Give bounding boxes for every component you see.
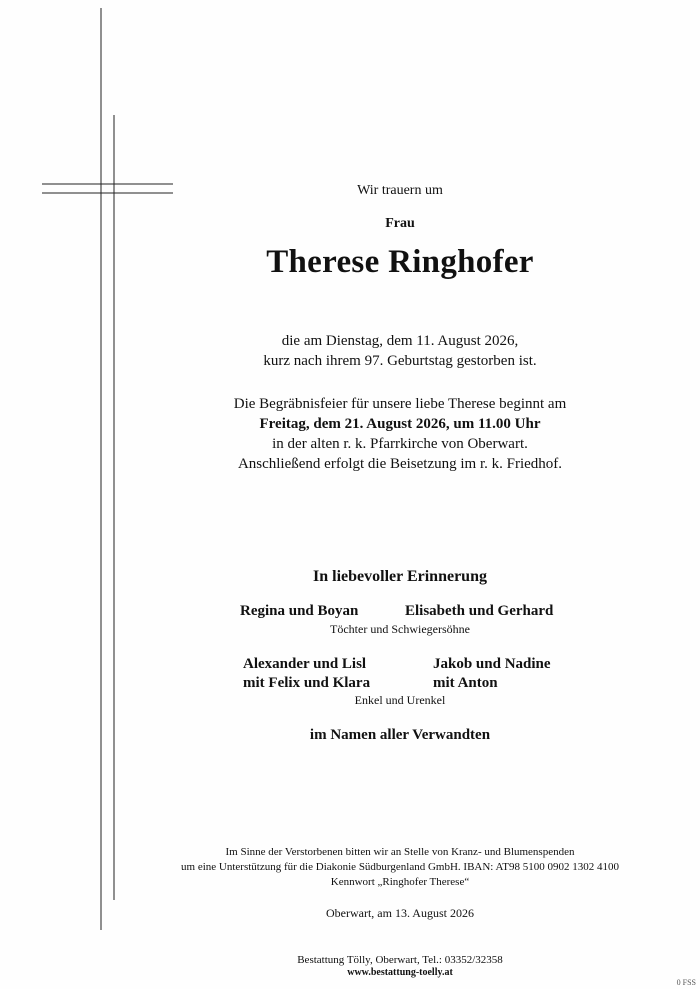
funeral-place-line: in der alten r. k. Pfarrkirche von Oberwart. bbox=[272, 435, 528, 452]
daughter-family-right: Elisabeth und Gerhard bbox=[405, 603, 554, 619]
grandchildren-family-right bbox=[433, 655, 551, 693]
burial-line: Anschließend erfolgt die Beisetzung im r. k. Friedhof. bbox=[237, 455, 563, 472]
death-announcement bbox=[180, 332, 620, 372]
grandchildren-right-line-1: Jakob und Nadine bbox=[433, 656, 551, 672]
grandchildren-left-line-2: mit Felix und Klara bbox=[243, 674, 371, 691]
donation-line-2: um eine Unterstützung für die Diakonie Südburgenland GmbH. IBAN: AT98 5100 0902 1302 4100 bbox=[181, 861, 619, 874]
memory-heading: In liebevoller Erinnerung bbox=[313, 568, 487, 585]
donation-line-1: Im Sinne der Verstorbenen bitten wir an Stelle von Kranz- und Blumenspenden bbox=[225, 846, 575, 858]
daughter-family-left: Regina und Boyan bbox=[240, 603, 359, 619]
funeral-home-info bbox=[180, 954, 620, 980]
funeral-date-line: Freitag, dem 21. August 2026, um 11.00 Uhr bbox=[259, 415, 541, 432]
death-date-line: die am Dienstag, dem 11. August 2026, bbox=[281, 333, 519, 349]
donation-line-3: Kennwort „Ringhofer Therese“ bbox=[330, 876, 470, 889]
grandchildren-family-left bbox=[243, 655, 370, 693]
cross-icon bbox=[0, 0, 180, 989]
grandchildren-relation: Enkel und Urenkel bbox=[354, 693, 446, 707]
daughters-relation: Töchter und Schwiegersöhne bbox=[330, 622, 470, 636]
mourning-intro: Wir trauern um bbox=[357, 183, 443, 198]
funeral-home-line: Bestattung Tölly, Oberwart, Tel.: 03352/32358 bbox=[297, 954, 503, 966]
funeral-intro-line: Die Begräbnisfeier für unsere liebe Therese beginnt am bbox=[233, 396, 567, 412]
daughters-names-row bbox=[180, 602, 620, 622]
grandchildren-left-line-1: Alexander und Lisl bbox=[243, 656, 367, 672]
grandchildren-names-row bbox=[180, 655, 620, 695]
deceased-name: Therese Ringhofer bbox=[266, 244, 534, 280]
salutation: Frau bbox=[385, 216, 415, 231]
birthday-line: kurz nach ihrem 97. Geburtstag gestorben ist. bbox=[263, 352, 537, 369]
place-date: Oberwart, am 13. August 2026 bbox=[326, 906, 474, 920]
grandchildren-right-line-2: mit Anton bbox=[433, 674, 498, 691]
closing-line: im Namen aller Verwandten bbox=[309, 727, 491, 743]
funeral-announcement bbox=[180, 395, 620, 475]
donation-request bbox=[180, 845, 620, 891]
website-link[interactable]: www.bestattung-toelly.at bbox=[347, 967, 453, 979]
corner-mark: 0 FSS bbox=[676, 978, 696, 987]
